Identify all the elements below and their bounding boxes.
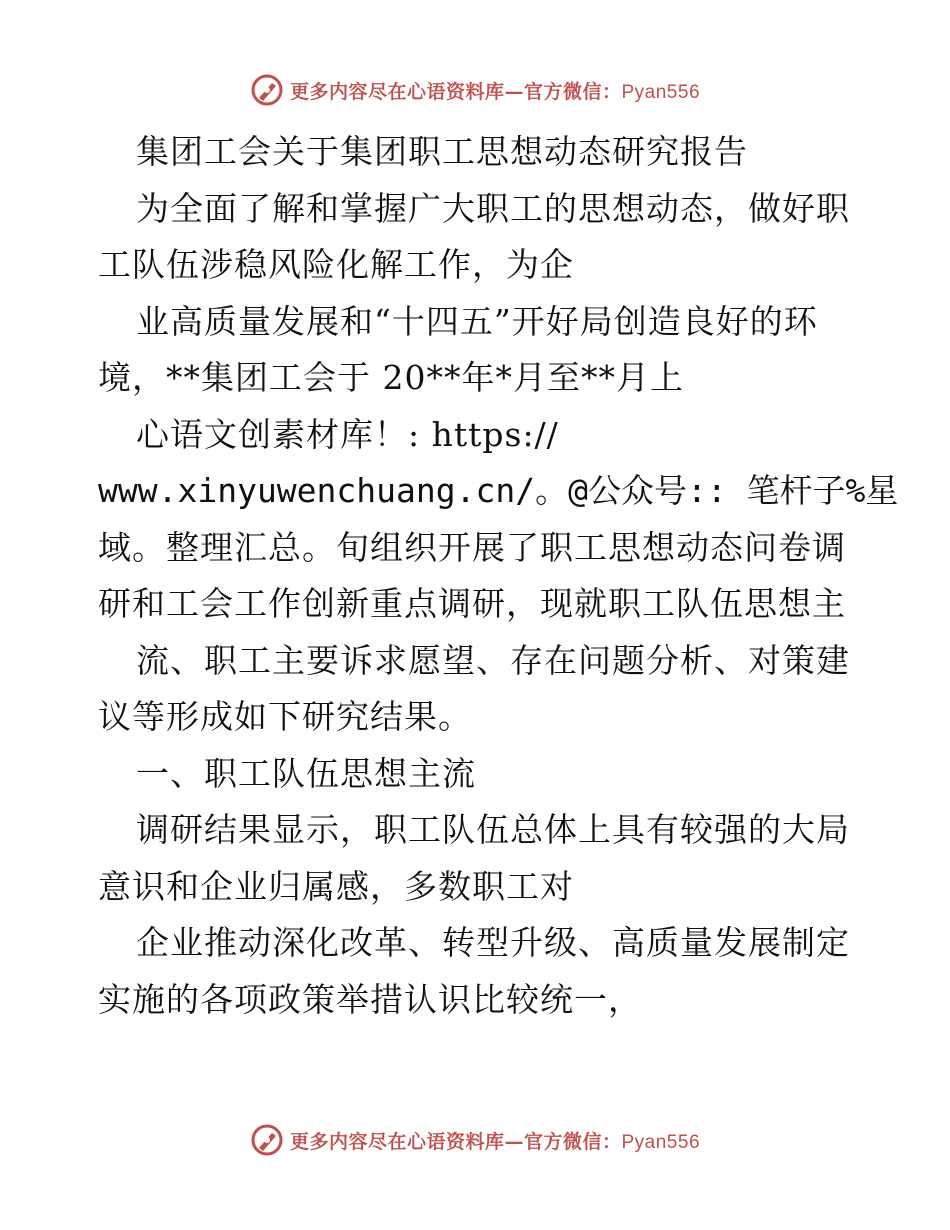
- paragraph-line: 企业推动深化改革、转型升级、高质量发展制定: [136, 923, 850, 962]
- header-banner-text: 更多内容尽在心语资料库—官方微信：Pyan556: [289, 80, 701, 103]
- pen-logo-icon: [250, 73, 284, 107]
- paragraph-line: www.xinyuwenchuang.cn/。@公众号:: 笔杆子%星: [98, 471, 899, 510]
- pen-logo-icon: [250, 1123, 284, 1157]
- footer-banner-content: [250, 1123, 700, 1157]
- paragraph-line: 业高质量发展和“十四五”开好局创造良好的环: [136, 301, 818, 341]
- footer-banner-text: 更多内容尽在心语资料库—官方微信：Pyan556: [289, 1130, 701, 1153]
- paragraph-line: 境，**集团工会于 20**年*月至**月上: [98, 358, 684, 397]
- paragraph-line: 工队伍涉稳风险化解工作，为企: [98, 245, 574, 284]
- paragraph-line: 意识和企业归属感，多数职工对: [98, 866, 574, 906]
- document-body: [98, 124, 899, 1028]
- header-banner-content: [250, 73, 700, 107]
- paragraph-line: 为全面了解和掌握广大职工的思想动态，做好职: [136, 188, 850, 228]
- section-heading: 一、职工队伍思想主流: [136, 753, 476, 793]
- paragraph-line: 议等形成如下研究结果。: [98, 697, 472, 736]
- paragraph-line: 域。整理汇总。旬组织开展了职工思想动态问卷调: [98, 527, 846, 567]
- footer-banner: [0, 1120, 950, 1160]
- paragraph-line: 研和工会工作创新重点调研，现就职工队伍思想主: [98, 584, 846, 623]
- paragraph-line: 调研结果显示，职工队伍总体上具有较强的大局: [136, 810, 850, 849]
- paragraph-line: 流、职工主要诉求愿望、存在问题分析、对策建: [136, 640, 850, 680]
- header-banner: [0, 70, 950, 110]
- document-title: 集团工会关于集团职工思想动态研究报告: [136, 132, 748, 171]
- paragraph-line: 心语文创素材库！: https://: [136, 414, 559, 454]
- paragraph-line: 实施的各项政策举措认识比较统一，: [98, 979, 642, 1019]
